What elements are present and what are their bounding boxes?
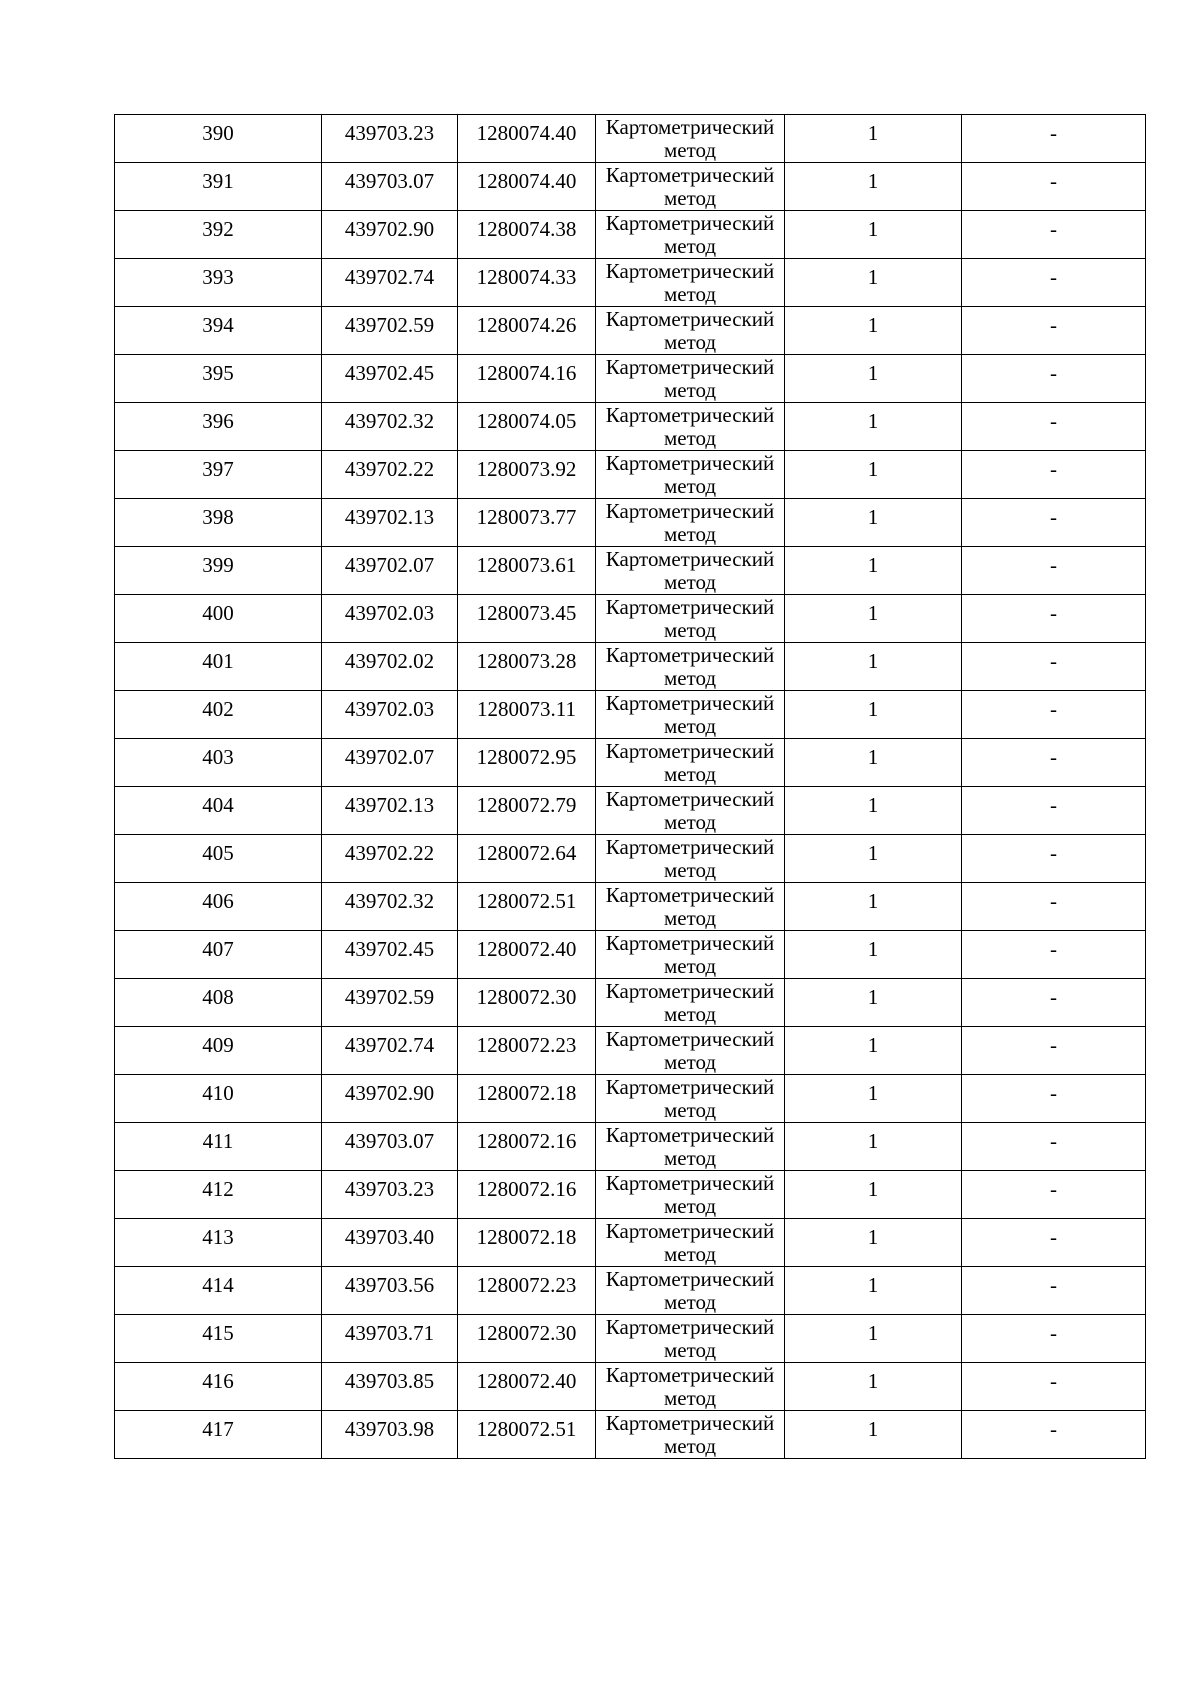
method-cell xyxy=(596,1171,785,1219)
method-label-line2: метод xyxy=(663,666,717,690)
y-coordinate-cell: 1280072.30 xyxy=(458,1315,596,1363)
method-label-line1: Картометрический xyxy=(605,1411,775,1435)
method-label-line1: Картометрический xyxy=(605,643,775,667)
table-row xyxy=(115,307,1146,355)
method-label-line2: метод xyxy=(663,1290,717,1314)
table-row xyxy=(115,643,1146,691)
point-number-cell: 411 xyxy=(115,1123,322,1171)
method-label-line1: Картометрический xyxy=(605,307,775,331)
method-label-line2: метод xyxy=(663,1338,717,1362)
note-cell: - xyxy=(962,691,1146,739)
method-label-line1: Картометрический xyxy=(605,1075,775,1099)
point-number-cell: 416 xyxy=(115,1363,322,1411)
method-label-line2: метод xyxy=(663,282,717,306)
point-number-cell: 407 xyxy=(115,931,322,979)
method-label-line2: метод xyxy=(663,858,717,882)
note-cell: - xyxy=(962,1123,1146,1171)
note-cell: - xyxy=(962,979,1146,1027)
method-cell xyxy=(596,499,785,547)
accuracy-cell: 1 xyxy=(785,1123,962,1171)
y-coordinate-cell: 1280073.61 xyxy=(458,547,596,595)
method-cell xyxy=(596,883,785,931)
point-number-cell: 410 xyxy=(115,1075,322,1123)
table-row xyxy=(115,499,1146,547)
method-label-line1: Картометрический xyxy=(605,259,775,283)
accuracy-cell: 1 xyxy=(785,1027,962,1075)
note-cell: - xyxy=(962,1267,1146,1315)
x-coordinate-cell: 439703.07 xyxy=(322,1123,458,1171)
table-row xyxy=(115,931,1146,979)
y-coordinate-cell: 1280072.23 xyxy=(458,1027,596,1075)
x-coordinate-cell: 439702.22 xyxy=(322,451,458,499)
y-coordinate-cell: 1280074.40 xyxy=(458,163,596,211)
note-cell: - xyxy=(962,1171,1146,1219)
accuracy-cell: 1 xyxy=(785,1411,962,1459)
method-label-line2: метод xyxy=(663,474,717,498)
table-row xyxy=(115,211,1146,259)
accuracy-cell: 1 xyxy=(785,163,962,211)
method-label-line1: Картометрический xyxy=(605,451,775,475)
point-number-cell: 397 xyxy=(115,451,322,499)
point-number-cell: 402 xyxy=(115,691,322,739)
note-cell: - xyxy=(962,403,1146,451)
method-cell xyxy=(596,307,785,355)
y-coordinate-cell: 1280074.40 xyxy=(458,115,596,163)
method-label-line2: метод xyxy=(663,1434,717,1458)
method-label-line2: метод xyxy=(663,1194,717,1218)
coordinates-table-body xyxy=(115,115,1146,1459)
x-coordinate-cell: 439702.07 xyxy=(322,547,458,595)
x-coordinate-cell: 439702.45 xyxy=(322,931,458,979)
method-label-line2: метод xyxy=(663,762,717,786)
accuracy-cell: 1 xyxy=(785,1363,962,1411)
method-cell xyxy=(596,1363,785,1411)
method-cell xyxy=(596,451,785,499)
note-cell: - xyxy=(962,211,1146,259)
table-row xyxy=(115,595,1146,643)
method-label-line2: метод xyxy=(663,618,717,642)
method-cell xyxy=(596,1267,785,1315)
x-coordinate-cell: 439702.90 xyxy=(322,211,458,259)
table-row xyxy=(115,1219,1146,1267)
point-number-cell: 403 xyxy=(115,739,322,787)
y-coordinate-cell: 1280072.16 xyxy=(458,1123,596,1171)
method-cell xyxy=(596,691,785,739)
x-coordinate-cell: 439703.23 xyxy=(322,115,458,163)
x-coordinate-cell: 439703.71 xyxy=(322,1315,458,1363)
y-coordinate-cell: 1280072.18 xyxy=(458,1219,596,1267)
method-label-line1: Картометрический xyxy=(605,787,775,811)
note-cell: - xyxy=(962,259,1146,307)
method-label-line2: метод xyxy=(663,906,717,930)
method-label-line2: метод xyxy=(663,1098,717,1122)
table-row xyxy=(115,835,1146,883)
y-coordinate-cell: 1280073.45 xyxy=(458,595,596,643)
point-number-cell: 393 xyxy=(115,259,322,307)
method-cell xyxy=(596,1075,785,1123)
method-label-line1: Картометрический xyxy=(605,403,775,427)
method-label-line2: метод xyxy=(663,1146,717,1170)
method-label-line1: Картометрический xyxy=(605,739,775,763)
accuracy-cell: 1 xyxy=(785,211,962,259)
note-cell: - xyxy=(962,643,1146,691)
x-coordinate-cell: 439702.03 xyxy=(322,595,458,643)
point-number-cell: 404 xyxy=(115,787,322,835)
x-coordinate-cell: 439703.56 xyxy=(322,1267,458,1315)
x-coordinate-cell: 439702.90 xyxy=(322,1075,458,1123)
y-coordinate-cell: 1280072.23 xyxy=(458,1267,596,1315)
y-coordinate-cell: 1280073.11 xyxy=(458,691,596,739)
method-label-line1: Картометрический xyxy=(605,883,775,907)
y-coordinate-cell: 1280074.38 xyxy=(458,211,596,259)
table-row xyxy=(115,979,1146,1027)
accuracy-cell: 1 xyxy=(785,739,962,787)
y-coordinate-cell: 1280072.16 xyxy=(458,1171,596,1219)
note-cell: - xyxy=(962,451,1146,499)
note-cell: - xyxy=(962,931,1146,979)
table-row xyxy=(115,355,1146,403)
table-row xyxy=(115,451,1146,499)
point-number-cell: 394 xyxy=(115,307,322,355)
method-label-line1: Картометрический xyxy=(605,1219,775,1243)
method-cell xyxy=(596,163,785,211)
method-label-line1: Картометрический xyxy=(605,115,775,139)
method-label-line1: Картометрический xyxy=(605,163,775,187)
method-cell xyxy=(596,1315,785,1363)
y-coordinate-cell: 1280073.28 xyxy=(458,643,596,691)
point-number-cell: 399 xyxy=(115,547,322,595)
y-coordinate-cell: 1280072.18 xyxy=(458,1075,596,1123)
accuracy-cell: 1 xyxy=(785,547,962,595)
table-row xyxy=(115,1315,1146,1363)
method-label-line1: Картометрический xyxy=(605,1267,775,1291)
accuracy-cell: 1 xyxy=(785,499,962,547)
x-coordinate-cell: 439702.13 xyxy=(322,499,458,547)
point-number-cell: 401 xyxy=(115,643,322,691)
accuracy-cell: 1 xyxy=(785,643,962,691)
point-number-cell: 414 xyxy=(115,1267,322,1315)
note-cell: - xyxy=(962,883,1146,931)
point-number-cell: 409 xyxy=(115,1027,322,1075)
table-row xyxy=(115,1171,1146,1219)
method-label-line2: метод xyxy=(663,954,717,978)
point-number-cell: 405 xyxy=(115,835,322,883)
method-label-line1: Картометрический xyxy=(605,499,775,523)
table-row xyxy=(115,1411,1146,1459)
table-row xyxy=(115,739,1146,787)
table-row xyxy=(115,547,1146,595)
method-label-line1: Картометрический xyxy=(605,1171,775,1195)
y-coordinate-cell: 1280074.26 xyxy=(458,307,596,355)
note-cell: - xyxy=(962,595,1146,643)
method-cell xyxy=(596,1123,785,1171)
x-coordinate-cell: 439702.59 xyxy=(322,979,458,1027)
table-row xyxy=(115,883,1146,931)
method-label-line2: метод xyxy=(663,1050,717,1074)
method-label-line2: метод xyxy=(663,810,717,834)
table-row xyxy=(115,1027,1146,1075)
method-label-line1: Картометрический xyxy=(605,835,775,859)
x-coordinate-cell: 439702.59 xyxy=(322,307,458,355)
x-coordinate-cell: 439702.32 xyxy=(322,883,458,931)
method-label-line1: Картометрический xyxy=(605,211,775,235)
coordinates-table xyxy=(114,114,1146,1459)
x-coordinate-cell: 439703.40 xyxy=(322,1219,458,1267)
table-row xyxy=(115,691,1146,739)
accuracy-cell: 1 xyxy=(785,1075,962,1123)
accuracy-cell: 1 xyxy=(785,259,962,307)
point-number-cell: 395 xyxy=(115,355,322,403)
x-coordinate-cell: 439702.07 xyxy=(322,739,458,787)
x-coordinate-cell: 439702.74 xyxy=(322,259,458,307)
method-label-line2: метод xyxy=(663,138,717,162)
note-cell: - xyxy=(962,1411,1146,1459)
x-coordinate-cell: 439702.13 xyxy=(322,787,458,835)
method-label-line2: метод xyxy=(663,378,717,402)
point-number-cell: 408 xyxy=(115,979,322,1027)
method-label-line1: Картометрический xyxy=(605,595,775,619)
point-number-cell: 417 xyxy=(115,1411,322,1459)
method-cell xyxy=(596,259,785,307)
table-row xyxy=(115,1267,1146,1315)
table-row xyxy=(115,787,1146,835)
y-coordinate-cell: 1280074.16 xyxy=(458,355,596,403)
x-coordinate-cell: 439703.07 xyxy=(322,163,458,211)
note-cell: - xyxy=(962,835,1146,883)
method-cell xyxy=(596,835,785,883)
method-label-line1: Картометрический xyxy=(605,979,775,1003)
method-label-line2: метод xyxy=(663,1386,717,1410)
point-number-cell: 413 xyxy=(115,1219,322,1267)
note-cell: - xyxy=(962,1075,1146,1123)
accuracy-cell: 1 xyxy=(785,883,962,931)
point-number-cell: 391 xyxy=(115,163,322,211)
point-number-cell: 412 xyxy=(115,1171,322,1219)
accuracy-cell: 1 xyxy=(785,1267,962,1315)
table-row xyxy=(115,403,1146,451)
accuracy-cell: 1 xyxy=(785,931,962,979)
method-cell xyxy=(596,643,785,691)
point-number-cell: 392 xyxy=(115,211,322,259)
method-label-line2: метод xyxy=(663,522,717,546)
accuracy-cell: 1 xyxy=(785,403,962,451)
note-cell: - xyxy=(962,547,1146,595)
method-label-line2: метод xyxy=(663,1002,717,1026)
method-label-line2: метод xyxy=(663,234,717,258)
y-coordinate-cell: 1280072.64 xyxy=(458,835,596,883)
point-number-cell: 400 xyxy=(115,595,322,643)
note-cell: - xyxy=(962,1315,1146,1363)
method-cell xyxy=(596,1027,785,1075)
accuracy-cell: 1 xyxy=(785,355,962,403)
y-coordinate-cell: 1280072.51 xyxy=(458,1411,596,1459)
method-label-line2: метод xyxy=(663,426,717,450)
accuracy-cell: 1 xyxy=(785,115,962,163)
note-cell: - xyxy=(962,355,1146,403)
point-number-cell: 398 xyxy=(115,499,322,547)
x-coordinate-cell: 439702.74 xyxy=(322,1027,458,1075)
y-coordinate-cell: 1280072.40 xyxy=(458,931,596,979)
method-label-line2: метод xyxy=(663,186,717,210)
accuracy-cell: 1 xyxy=(785,979,962,1027)
note-cell: - xyxy=(962,115,1146,163)
method-cell xyxy=(596,595,785,643)
x-coordinate-cell: 439702.22 xyxy=(322,835,458,883)
y-coordinate-cell: 1280072.95 xyxy=(458,739,596,787)
method-cell xyxy=(596,931,785,979)
y-coordinate-cell: 1280072.79 xyxy=(458,787,596,835)
note-cell: - xyxy=(962,307,1146,355)
method-label-line1: Картометрический xyxy=(605,931,775,955)
method-cell xyxy=(596,211,785,259)
x-coordinate-cell: 439703.98 xyxy=(322,1411,458,1459)
accuracy-cell: 1 xyxy=(785,1219,962,1267)
point-number-cell: 396 xyxy=(115,403,322,451)
table-row xyxy=(115,259,1146,307)
method-label-line1: Картометрический xyxy=(605,355,775,379)
note-cell: - xyxy=(962,787,1146,835)
y-coordinate-cell: 1280073.92 xyxy=(458,451,596,499)
accuracy-cell: 1 xyxy=(785,691,962,739)
x-coordinate-cell: 439702.02 xyxy=(322,643,458,691)
table-row xyxy=(115,1123,1146,1171)
point-number-cell: 390 xyxy=(115,115,322,163)
y-coordinate-cell: 1280074.33 xyxy=(458,259,596,307)
method-label-line1: Картометрический xyxy=(605,1123,775,1147)
method-cell xyxy=(596,1219,785,1267)
method-cell xyxy=(596,979,785,1027)
accuracy-cell: 1 xyxy=(785,307,962,355)
x-coordinate-cell: 439703.23 xyxy=(322,1171,458,1219)
x-coordinate-cell: 439702.45 xyxy=(322,355,458,403)
table-row xyxy=(115,163,1146,211)
method-cell xyxy=(596,739,785,787)
table-row xyxy=(115,1075,1146,1123)
accuracy-cell: 1 xyxy=(785,1171,962,1219)
x-coordinate-cell: 439702.32 xyxy=(322,403,458,451)
method-label-line2: метод xyxy=(663,714,717,738)
accuracy-cell: 1 xyxy=(785,451,962,499)
method-label-line2: метод xyxy=(663,330,717,354)
method-label-line1: Картометрический xyxy=(605,547,775,571)
accuracy-cell: 1 xyxy=(785,835,962,883)
table-row xyxy=(115,1363,1146,1411)
y-coordinate-cell: 1280072.51 xyxy=(458,883,596,931)
method-label-line1: Картометрический xyxy=(605,691,775,715)
x-coordinate-cell: 439702.03 xyxy=(322,691,458,739)
y-coordinate-cell: 1280074.05 xyxy=(458,403,596,451)
accuracy-cell: 1 xyxy=(785,1315,962,1363)
method-label-line1: Картометрический xyxy=(605,1027,775,1051)
method-cell xyxy=(596,787,785,835)
x-coordinate-cell: 439703.85 xyxy=(322,1363,458,1411)
accuracy-cell: 1 xyxy=(785,595,962,643)
accuracy-cell: 1 xyxy=(785,787,962,835)
note-cell: - xyxy=(962,499,1146,547)
method-cell xyxy=(596,547,785,595)
y-coordinate-cell: 1280072.40 xyxy=(458,1363,596,1411)
note-cell: - xyxy=(962,739,1146,787)
point-number-cell: 406 xyxy=(115,883,322,931)
y-coordinate-cell: 1280072.30 xyxy=(458,979,596,1027)
note-cell: - xyxy=(962,1027,1146,1075)
method-cell xyxy=(596,403,785,451)
y-coordinate-cell: 1280073.77 xyxy=(458,499,596,547)
method-label-line2: метод xyxy=(663,570,717,594)
point-number-cell: 415 xyxy=(115,1315,322,1363)
method-label-line2: метод xyxy=(663,1242,717,1266)
note-cell: - xyxy=(962,1219,1146,1267)
note-cell: - xyxy=(962,163,1146,211)
method-cell xyxy=(596,1411,785,1459)
method-cell xyxy=(596,355,785,403)
note-cell: - xyxy=(962,1363,1146,1411)
method-cell xyxy=(596,115,785,163)
table-row xyxy=(115,115,1146,163)
method-label-line1: Картометрический xyxy=(605,1363,775,1387)
method-label-line1: Картометрический xyxy=(605,1315,775,1339)
